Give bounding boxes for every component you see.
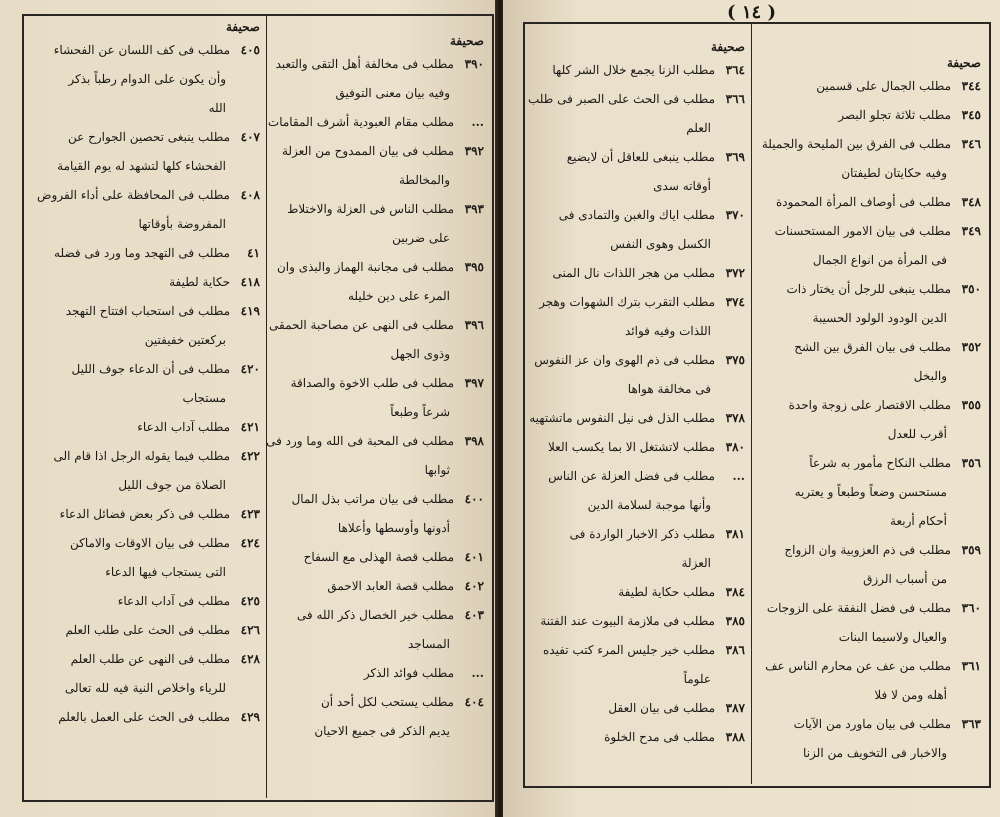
toc-entry: [531, 520, 745, 549]
toc-entry: [759, 304, 981, 333]
entry-title: مطلب فى ذكر بعض فضائل الدعاء: [59, 507, 230, 521]
toc-entry: [274, 630, 484, 659]
entry-title: وأنها موجبة لسلامة الدين: [587, 498, 711, 512]
toc-entry: [274, 688, 484, 717]
page-ref-number: ٣٩٢: [464, 144, 484, 158]
toc-entry: [528, 85, 745, 114]
toc-entry: [759, 420, 981, 449]
toc-entry: [531, 114, 745, 143]
toc-entry: [759, 536, 981, 565]
page-ref-number: ٣٩٧: [464, 376, 484, 390]
entry-title: وذوى الجهل: [390, 347, 450, 361]
entry-title: مطلب التقرب بترك الشهوات وهجر: [539, 295, 715, 309]
entry-title: مطلب ينبغى للعاقل أن لايضيع: [566, 150, 715, 164]
toc-entry: [274, 137, 484, 166]
toc-entry: [759, 188, 981, 217]
toc-entry: [30, 123, 260, 152]
page-ref-number: ٣٧٥: [725, 353, 745, 367]
toc-entry: [759, 72, 981, 101]
toc-entry: [759, 681, 981, 710]
entry-title: مطلب خير الخصال ذكر الله فى: [296, 608, 454, 622]
entry-title: على ضربين: [392, 231, 450, 245]
toc-entry: [30, 297, 260, 326]
toc-entry: [269, 311, 484, 340]
entry-title: مطلب فى آداب الدعاء: [117, 594, 230, 608]
page-ref-number: ٣٦٣: [961, 717, 981, 731]
toc-entry: [274, 572, 484, 601]
toc-entry: [759, 594, 981, 623]
entry-title: مطلب فوائد الذكر: [363, 666, 454, 680]
entry-title: يديم الذكر فى جميع الاحيان: [314, 724, 450, 738]
toc-entry: [30, 558, 260, 587]
entry-title: المرء على دين خليله: [347, 289, 450, 303]
entry-title: مطلب يستحب لكل أحد أن: [320, 695, 454, 709]
toc-entry: [531, 172, 745, 201]
toc-entry: [759, 478, 981, 507]
toc-entry: [30, 413, 260, 442]
toc-entry: [759, 623, 981, 652]
entry-title: الفحشاء كلها لتشهد له يوم القيامة: [57, 159, 226, 173]
page-ref-number: ٣٤٥: [961, 108, 981, 122]
entry-title: المساجد: [407, 637, 450, 651]
toc-entry: [531, 143, 745, 172]
toc-entry: [30, 587, 260, 616]
entry-title: التى يستجاب فيها الدعاء: [105, 565, 226, 579]
toc-entry: [759, 275, 981, 304]
page-ref-number: ٣٤٩: [961, 224, 981, 238]
page-ref-number: ٤٢٣: [240, 507, 260, 521]
entry-title: والبخل: [913, 369, 947, 383]
toc-entry: [267, 108, 484, 137]
entry-title: مطلب الجمال على قسمين: [816, 79, 951, 93]
entry-title: الصلاة من جوف الليل: [118, 478, 226, 492]
entry-title: العزلة: [681, 556, 711, 570]
toc-entry: [30, 94, 260, 123]
page-ref-number: ٣٥٦: [961, 456, 981, 470]
entry-title: مطلب فى مجانبة الهماز والبذى وان: [276, 260, 454, 274]
entry-title: مطلب الزنا يجمع خلال الشر كلها: [552, 63, 715, 77]
toc-entry: [30, 152, 260, 181]
page-ref-number: ٣٤٨: [961, 195, 981, 209]
page-ref-number: ٤٢٢: [240, 449, 260, 463]
entry-title: حكاية لطيفة: [169, 275, 230, 289]
entry-title: مطلب فى الفرق بين المليحة والجميلة: [761, 137, 951, 151]
page-ref-number: ٤٢٩: [240, 710, 260, 724]
column-header: صحيفة: [225, 20, 260, 34]
toc-entry: [30, 703, 260, 732]
entry-title: مطلب فى مدح الخلوة: [604, 730, 715, 744]
toc-entry: [531, 288, 745, 317]
toc-entry: [30, 210, 260, 239]
entry-title: وفيه بيان معنى التوفيق: [335, 86, 450, 100]
entry-title: والمخالطة: [398, 173, 450, 187]
entry-title: مطلب النكاح مأمور به شرعاً: [809, 456, 951, 470]
page-ref-number: ٣٨٤: [725, 585, 745, 599]
page-ref-number: ٣٨٠: [725, 440, 745, 454]
toc-entry: [274, 79, 484, 108]
toc-entry: [30, 645, 260, 674]
page-ref-number: ٣٥٠: [961, 282, 981, 296]
toc-entry: [274, 601, 484, 630]
entry-title: مطلب فى بيان العقل: [608, 701, 715, 715]
toc-entry: [531, 491, 745, 520]
toc-entry: [531, 375, 745, 404]
entry-title: ثوابها: [424, 463, 450, 477]
toc-entries: [759, 72, 981, 768]
page-ref-number: ٤٢٥: [240, 594, 260, 608]
entry-title: أدونها وأوسطها وأعلاها: [337, 521, 450, 535]
entry-title: مطلب فى كف اللسان عن الفحشاء: [53, 43, 230, 57]
toc-entry: [274, 253, 484, 282]
entry-title: مطلب فى أن الدعاء جوف الليل: [71, 362, 230, 376]
toc-entry: [30, 471, 260, 500]
toc-entry: [759, 449, 981, 478]
page-ref-number: ٣٨١: [725, 527, 745, 541]
toc-entry: [759, 130, 981, 159]
entry-title: فى مخالفة هواها: [627, 382, 711, 396]
entry-title: أحكام أربعة: [890, 514, 947, 528]
page-ref-number: ٣٩٦: [464, 318, 484, 332]
toc-entry: [531, 230, 745, 259]
entry-title: أوقاته سدى: [653, 179, 711, 193]
page-ref-number: ...: [471, 666, 484, 680]
toc-entry: [30, 326, 260, 355]
page-ref-number: ٣٦٩: [725, 150, 745, 164]
toc-entries: [30, 36, 260, 732]
entry-title: مطلب آداب الدعاء: [137, 420, 230, 434]
toc-entry: [274, 659, 484, 688]
toc-entry: [531, 665, 745, 694]
page-ref-number: ٣٧٠: [725, 208, 745, 222]
toc-entry: [759, 333, 981, 362]
page-ref-number: ٣٩٣: [464, 202, 484, 216]
entry-title: مطلب فى النهى عن طلب العلم: [70, 652, 230, 666]
entry-title: مطلب فى بيان الاوقات والاماكن: [69, 536, 230, 550]
entry-title: مطلب فى فضل العزلة عن الناس: [548, 469, 715, 483]
left-inner-column: [266, 34, 484, 746]
entry-title: والعيال ولاسيما البنات: [838, 630, 947, 644]
page-ref-number: ٤٠٧: [240, 130, 260, 144]
page-ref-number: ٣٥٢: [961, 340, 981, 354]
left-column-divider: [266, 16, 267, 798]
entry-title: شرعاً وطبعاً: [390, 405, 450, 419]
entry-title: مطلب فى بيان ماورد من الآيات: [793, 717, 951, 731]
page-ref-number: ٣٦٠: [961, 601, 981, 615]
toc-entry: [531, 201, 745, 230]
toc-entry: [30, 442, 260, 471]
toc-entry: [30, 181, 260, 210]
page-ref-number: ...: [732, 469, 745, 483]
page-ref-number: ٣٧٨: [725, 411, 745, 425]
page-ref-number: ٤١٩: [240, 304, 260, 318]
left-page: [0, 0, 497, 817]
toc-entry: [759, 159, 981, 188]
entry-title: مطلب قصة العابد الاحمق: [327, 579, 454, 593]
toc-entry: [531, 462, 745, 491]
entry-title: مطلب الناس فى العزلة والاختلاط: [287, 202, 454, 216]
entry-title: مطلب فى بيان الامور المستحسنات: [774, 224, 951, 238]
page-ref-number: ٤١: [247, 246, 260, 260]
entry-title: مطلب من عف عن محارم الناس عف: [765, 659, 951, 673]
toc-entry: [759, 565, 981, 594]
toc-entry: [531, 346, 745, 375]
page-ref-number: ٣٨٨: [725, 730, 745, 744]
entry-title: علوماً: [683, 672, 711, 686]
entry-title: مطلب قصة الهذلى مع السفاح: [303, 550, 454, 564]
toc-entry: [759, 246, 981, 275]
toc-entry: [30, 529, 260, 558]
toc-entry: [759, 710, 981, 739]
toc-entry: [759, 739, 981, 768]
entry-title: المفروضة بأوقاتها: [138, 217, 226, 231]
page-number: ( ١٤ ): [727, 2, 776, 23]
page-ref-number: ٤٠١: [464, 550, 484, 564]
entry-title: مطلب حكاية لطيفة: [618, 585, 715, 599]
toc-entry: [274, 485, 484, 514]
entry-title: مطلب اياك والغبن والتمادى فى: [558, 208, 715, 222]
page-ref-number: ٣٨٧: [725, 701, 745, 715]
page-ref-number: ٣٤٤: [961, 79, 981, 93]
page-ref-number: ٣٩٥: [464, 260, 484, 274]
toc-entry: [30, 384, 260, 413]
toc-entry: [531, 694, 745, 723]
toc-entry: [759, 652, 981, 681]
entry-title: مطلب فى النهى عن مصاحبة الحمقى: [269, 318, 454, 332]
toc-entry: [531, 607, 745, 636]
toc-entry: [30, 500, 260, 529]
toc-entry: [30, 36, 260, 65]
page-ref-number: ٣٥٩: [961, 543, 981, 557]
page-ref-number: ٤٢١: [240, 420, 260, 434]
toc-entry: [531, 636, 745, 665]
page-ref-number: ٤٢٨: [240, 652, 260, 666]
page-ref-number: ٤٠٥: [240, 43, 260, 57]
column-header: صحيفة: [449, 34, 484, 48]
entry-title: من أسباب الرزق: [863, 572, 947, 586]
entry-title: فى المرأة من انواع الجمال: [812, 253, 947, 267]
toc-entry: [274, 340, 484, 369]
toc-entries: [266, 50, 484, 746]
entry-title: مطلب فيما يقوله الرجل اذا قام الى: [53, 449, 230, 463]
entry-title: الدين الودود الولود الحسيبة: [812, 311, 947, 325]
entry-title: مطلب فى ملازمة البيوت عند الفتنة: [540, 614, 715, 628]
entry-title: والاخبار فى التخويف من الزنا: [803, 746, 947, 760]
entry-title: مطلب فى مخالفة أهل التقى والتعبد: [275, 57, 454, 71]
toc-entry: [531, 549, 745, 578]
page-ref-number: ٣٦٦: [725, 92, 745, 106]
entry-title: مطلب فى التهجد وما ورد فى فضله: [54, 246, 230, 260]
toc-entry: [30, 268, 260, 297]
toc-entry: [759, 101, 981, 130]
entry-title: مطلب فى ذم العزوبية وان الزواج: [784, 543, 951, 557]
entry-title: مطلب ثلاثة تجلو البصر: [838, 108, 951, 122]
toc-entry: [274, 456, 484, 485]
page-ref-number: ٤٠٣: [464, 608, 484, 622]
page-ref-number: ٣٩٨: [464, 434, 484, 448]
toc-entry: [274, 717, 484, 746]
page-ref-number: ٣٧٤: [725, 295, 745, 309]
page-ref-number: ٣٨٥: [725, 614, 745, 628]
entry-title: الكسل وهوى النفس: [610, 237, 711, 251]
toc-entry: [30, 616, 260, 645]
page-ref-number: ٤٠٠: [464, 492, 484, 506]
entry-title: مطلب فى أوصاف المرأة المحمودة: [775, 195, 951, 209]
entry-title: مطلب فى ذم الهوى وان عز النفوس: [534, 353, 715, 367]
page-ref-number: ٣٥٥: [961, 398, 981, 412]
column-header: صحيفة: [710, 40, 745, 54]
toc-entry: [274, 282, 484, 311]
entry-title: اللذات وفيه فوائد: [624, 324, 711, 338]
page-ref-number: ٣٦٤: [725, 63, 745, 77]
toc-entry: [30, 674, 260, 703]
toc-entry: [531, 723, 745, 752]
right-column-divider: [751, 24, 752, 784]
toc-entry: [274, 398, 484, 427]
toc-entry: [274, 369, 484, 398]
entry-title: مطلب مقام العبودية أشرف المقامات: [267, 115, 454, 129]
entry-title: مطلب فى الحث على الصبر فى طلب: [528, 92, 715, 106]
entry-title: مطلب فى بيان مراتب بذل المال: [291, 492, 454, 506]
entry-title: مطلب ذكر الاخبار الواردة فى: [569, 527, 715, 541]
entry-title: مستحسن وضعاً وطبعاً و يعتريه: [794, 485, 947, 499]
toc-entry: [531, 56, 745, 85]
entry-title: مطلب فى بيان الممدوح من العزلة: [281, 144, 454, 158]
entry-title: العلم: [686, 121, 711, 135]
toc-entry: [759, 362, 981, 391]
toc-entry: [531, 259, 745, 288]
entry-title: مستجاب: [182, 391, 226, 405]
entry-title: مطلب فى الحث على العمل بالعلم: [58, 710, 230, 724]
page-ref-number: ٤٠٢: [464, 579, 484, 593]
toc-entry: [759, 507, 981, 536]
entry-title: وفيه حكايتان لطيفتان: [841, 166, 947, 180]
entry-title: أقرب للعدل: [887, 427, 947, 441]
page-ref-number: ٤٠٨: [240, 188, 260, 202]
page-ref-number: ٤٢٠: [240, 362, 260, 376]
entry-title: مطلب فى استحباب افتتاح التهجد: [65, 304, 230, 318]
toc-entry: [274, 543, 484, 572]
entry-title: مطلب من هجر اللذات نال المنى: [552, 266, 715, 280]
toc-entry: [266, 427, 484, 456]
entry-title: مطلب فى الحث على طلب العلم: [65, 623, 230, 637]
entry-title: مطلب فى طلب الاخوة والصداقة: [290, 376, 454, 390]
page-ref-number: ٤٢٦: [240, 623, 260, 637]
toc-entry: [274, 224, 484, 253]
entry-title: مطلب الذل فى نيل النفوس ماتشتهيه: [529, 411, 715, 425]
right-inner-column: [528, 40, 745, 752]
entry-title: مطلب خير جليس المرء كتب تفيده: [543, 643, 715, 657]
entry-title: أهله ومن لا فلا: [874, 688, 947, 702]
entry-title: مطلب الاقتصار على زوجة واحدة: [788, 398, 951, 412]
entry-title: مطلب فى المحافظة على أداء الفروض: [37, 188, 230, 202]
entry-title: مطلب ينبغى تحصين الجوارح عن: [67, 130, 230, 144]
entry-title: مطلب فى فضل النفقة على الزوجات: [766, 601, 951, 615]
toc-entry: [30, 355, 260, 384]
toc-entry: [531, 578, 745, 607]
page-ref-number: ٤٠٤: [464, 695, 484, 709]
page-ref-number: ...: [471, 115, 484, 129]
page-ref-number: ٣٤٦: [961, 137, 981, 151]
toc-entry: [30, 239, 260, 268]
entry-title: مطلب فى بيان الفرق بين الشح: [794, 340, 951, 354]
toc-entry: [531, 317, 745, 346]
toc-entry: [274, 50, 484, 79]
toc-entries: [528, 56, 745, 752]
right-page: [503, 0, 1000, 817]
page-ref-number: ٣٦١: [961, 659, 981, 673]
toc-entry: [30, 65, 260, 94]
page-ref-number: ٣٩٠: [464, 57, 484, 71]
page-ref-number: ٣٧٢: [725, 266, 745, 280]
entry-title: مطلب فى المحبة فى الله وما ورد فى: [266, 434, 454, 448]
page-ref-number: ٣٨٦: [725, 643, 745, 657]
toc-entry: [274, 195, 484, 224]
right-outer-column: [759, 56, 981, 768]
toc-entry: [274, 166, 484, 195]
page-ref-number: ٤١٨: [240, 275, 260, 289]
toc-entry: [759, 217, 981, 246]
toc-entry: [531, 433, 745, 462]
entry-title: وأن يكون على الدوام رطباً بذكر: [68, 72, 226, 86]
column-header: صحيفة: [946, 56, 981, 70]
entry-title: مطلب لاتشتغل الا بما يكسب العلا: [548, 440, 715, 454]
page-ref-number: ٤٢٤: [240, 536, 260, 550]
entry-title: الله: [208, 101, 226, 115]
entry-title: مطلب ينبغى للرجل أن يختار ذات: [786, 282, 951, 296]
toc-entry: [531, 404, 745, 433]
entry-title: بركعتين خفيفتين: [144, 333, 226, 347]
entry-title: للرياء واخلاص النية فيه لله تعالى: [64, 681, 226, 695]
toc-entry: [274, 514, 484, 543]
toc-entry: [759, 391, 981, 420]
left-outer-column: [30, 20, 260, 732]
